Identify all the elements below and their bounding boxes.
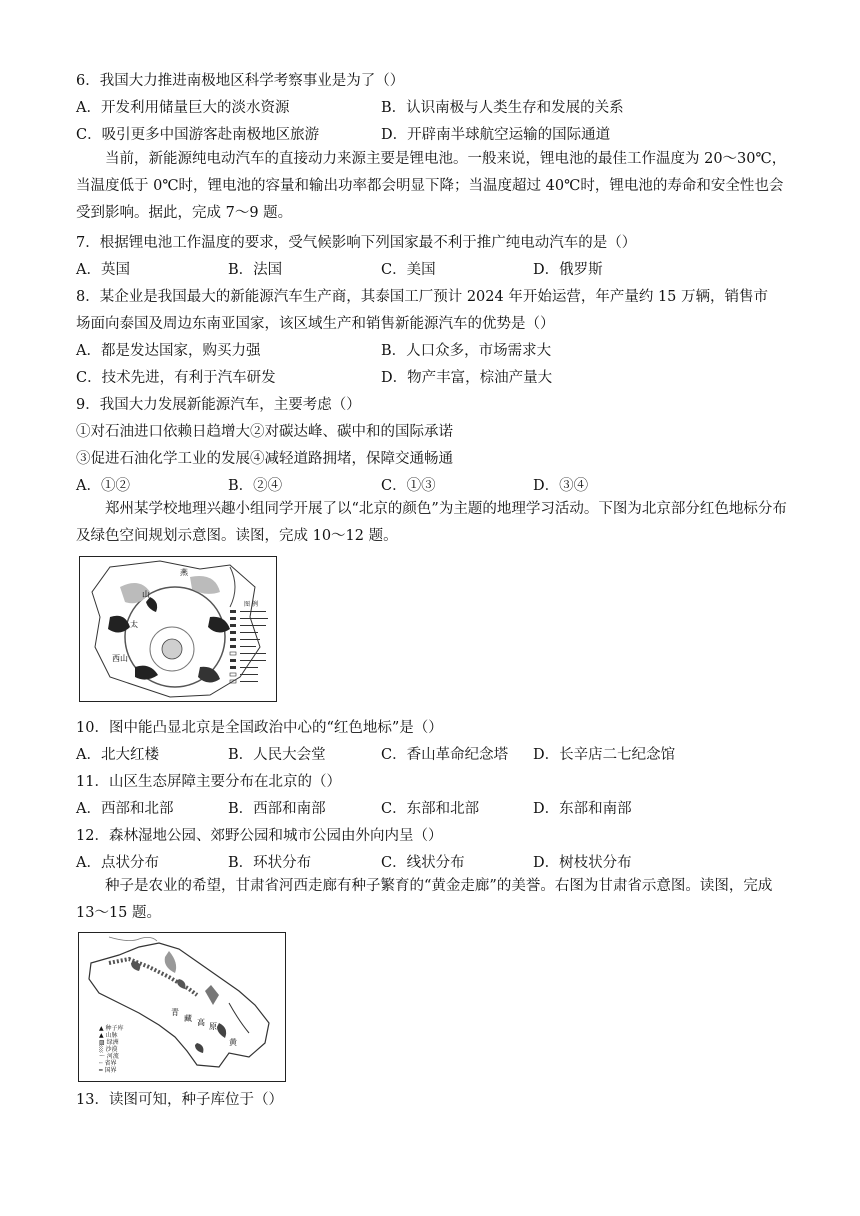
map1-legend-symbols [228,608,274,696]
q6-option-d: D．开辟南半球航空运输的国际通道 [381,127,611,143]
q9-option-c: C．①③ [381,478,436,494]
q9-option-a: A．①② [76,478,130,494]
map2-label-zang: 藏 [184,1014,192,1023]
q12-option-c: C．线状分布 [381,855,465,871]
q8-stem-line2: 场面向泰国及周边东南亚国家，该区域生产和销售新能源汽车的优势是（） [76,316,555,332]
map2-legend-item: ▲ 种子库 [99,1025,124,1032]
q6-option-c: C．吸引更多中国游客赴南极地区旅游 [76,127,320,143]
map2-legend-item: ▲ 山脉 [99,1032,118,1039]
q9-option-d: D．③④ [533,478,589,494]
q7-option-c: C．美国 [381,262,436,278]
q6-stem: 6．我国大力推进南极地区科学考察事业是为了（） [76,73,405,89]
map2-label-yuan: 原 [209,1022,217,1031]
q6-option-a: A．开发利用储量巨大的淡水资源 [76,100,290,116]
gansu-map-legend [99,1025,169,1079]
q10-stem: 10．图中能凸显北京是全国政治中心的“红色地标”是（） [76,720,443,736]
q8-option-d: D．物产丰富，棕油产量大 [381,370,553,386]
q6-option-b: B．认识南极与人类生存和发展的关系 [381,100,624,116]
q7-option-a: A．英国 [76,262,130,278]
q9-statements-1: ①对石油进口依赖日趋增大②对碳达峰、碳中和的国际承诺 [76,424,453,440]
q8-option-b: B．人口众多，市场需求大 [381,343,552,359]
q13-stem: 13．读图可知，种子库位于（） [76,1092,283,1108]
q10-option-b: B．人民大会堂 [228,747,326,763]
q10-option-a: A．北大红楼 [76,747,159,763]
q12-option-a: A．点状分布 [76,855,159,871]
map2-legend-item: ░ 沙漠 [99,1046,118,1053]
q12-option-d: D．树枝状分布 [533,855,632,871]
map2-legend-item: ┄ 省界 [99,1060,117,1067]
map1-label-xishan: 西山 [112,654,128,663]
q11-option-c: C．东部和北部 [381,801,480,817]
q7-option-b: B．法国 [228,262,283,278]
q11-stem: 11．山区生态屏障主要分布在北京的（） [76,774,341,790]
q11-option-a: A．西部和北部 [76,801,174,817]
map1-label-tai: 太 [130,620,138,629]
map1-legend-title: 图 例 [244,601,258,608]
q8-stem-line1: 8．某企业是我国最大的新能源汽车生产商，其泰国工厂预计 2024 年开始运营，年产量约 15 万辆，销售市 [76,289,769,305]
q9-stem: 9．我国大力发展新能源汽车，主要考虑（） [76,397,361,413]
map2-legend-item: ～ 河流 [99,1053,119,1060]
q12-stem: 12．森林湿地公园、郊野公园和城市公园由外向内呈（） [76,828,443,844]
beijing-map [79,556,277,702]
map2-label-gao: 高 [197,1018,205,1027]
q7-stem: 7．根据锂电池工作温度的要求，受气候影响下列国家最不利于推广纯电动汽车的是（） [76,235,637,251]
q9-option-b: B．②④ [228,478,283,494]
q10-option-d: D．长辛店二七纪念馆 [533,747,676,763]
q8-option-c: C．技术先进，有利于汽车研发 [76,370,276,386]
map2-label-huang: 黄 [229,1038,237,1047]
passage-beijing: 郑州某学校地理兴趣小组同学开展了以“北京的颜色”为主题的地理学习活动。下图为北京部分红色地标分布及绿色空间规划示意图。读图，完成 10～12 题。 [76,501,787,544]
q7-option-d: D．俄罗斯 [533,262,603,278]
q11-option-b: B．西部和南部 [228,801,326,817]
beijing-map-legend [228,599,274,697]
q8-option-a: A．都是发达国家，购买力强 [76,343,261,359]
map2-legend-item: ━ 国界 [99,1067,117,1074]
passage-gansu: 种子是农业的希望，甘肃省河西走廊有种子繁育的“黄金走廊”的美誉。右图为甘肃省示意图。读图，完成 13～15 题。 [76,878,773,921]
map1-label-shan: 山 [142,590,150,599]
q10-option-c: C．香山革命纪念塔 [381,747,509,763]
q12-option-b: B．环状分布 [228,855,312,871]
q9-statements-2: ③促进石油化学工业的发展④减轻道路拥堵，保障交通畅通 [76,451,453,467]
map1-label-yan: 燕 [180,568,188,577]
q11-option-d: D．东部和南部 [533,801,632,817]
passage-battery: 当前，新能源纯电动汽车的直接动力来源主要是锂电池。一般来说，锂电池的最佳工作温度为 20～30℃，当温度低于 0℃时，锂电池的容量和输出功率都会明显下降；当温度超过 40℃时，锂电池的寿命和安全性也会受到影响。据此，完成 7～9 题。 [76,151,787,221]
map2-label-qing: 青 [171,1008,179,1017]
map2-legend-item: ▨ 绿洲 [99,1039,119,1046]
gansu-map [78,932,286,1082]
